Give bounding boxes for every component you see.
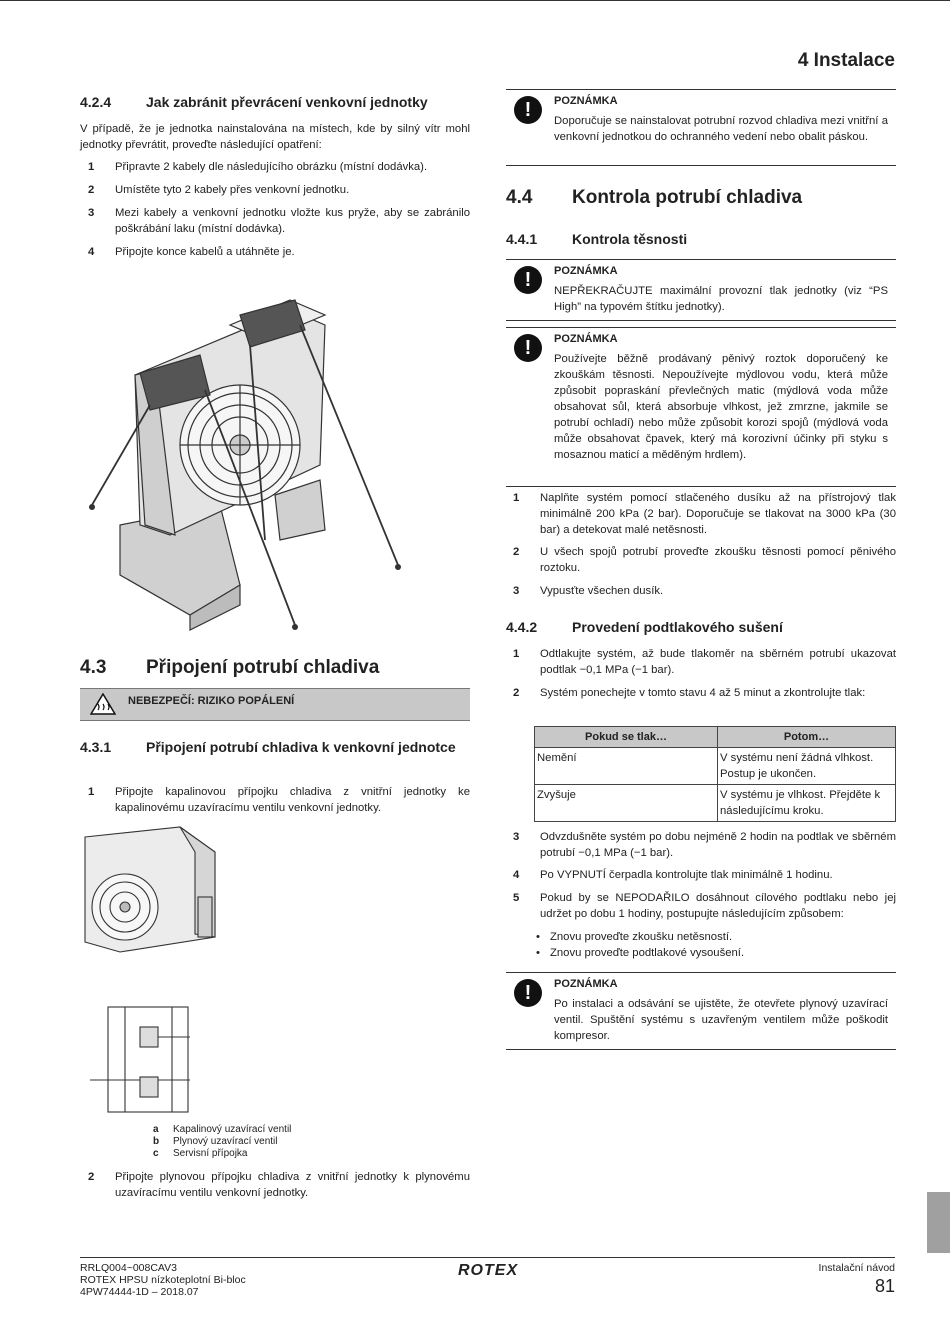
footer-divider [80,1257,895,1258]
exclamation-icon: ! [514,979,542,1007]
table-row: Zvyšuje V systému je vlhkost. Přejděte k následujícímu kroku. [535,785,896,822]
section-4-2-4-intro: V případě, že je jednotka nainstalována na místech, kde by silný vítr mohl jednotky převrátit, proveďte následující opatření: [80,123,470,151]
list-item: 4 Po VYPNUTÍ čerpadla kontrolujte tlak minimálně 1 hodinu. [513,869,833,881]
valve-illustration [80,822,280,1122]
list-item: 2 Umístěte tyto 2 kabely přes venkovní jednotku. [88,184,350,196]
header-divider [0,0,950,1]
section-4-4-1-heading: 4.4.1 Kontrola těsnosti [506,231,688,247]
list-item: 1 Připojte kapalinovou přípojku chladiva z vnitřní jednotky ke kapalinovému uzavíracímu ventilu venkovní jednotky. [88,786,470,814]
note-box: ! POZNÁMKA NEPŘEKRAČUJTE maximální provozní tlak jednotky (viz “PS High” na typovém štítku jednotky). [506,259,896,321]
chapter-side-tab [927,1192,950,1253]
section-4-3-1-heading: 4.3.1 Připojení potrubí chladiva k venkovní jednotce [80,739,456,755]
list-item: 1 Naplňte systém pomocí stlačeného dusíku až na přístrojový tlak minimálně 200 kPa (2 bar). Doporučuje se tlakovat na 3000 kPa (30 bar) a detekovat malé netěsnosti. [513,492,896,536]
section-4-2-4-heading: 4.2.4 Jak zabránit převrácení venkovní jednotky [80,94,428,110]
list-item: 5 Pokud by se NEPODAŘILO dosáhnout cílového podtlaku nebo jej udržet po dobu 1 hodiny, postupujte následujícím způsobem: [513,892,896,920]
exclamation-icon: ! [514,266,542,294]
section-4-3-heading: 4.3 Připojení potrubí chladiva [80,657,380,678]
danger-box [80,688,470,721]
legend-item: c Servisní přípojka [153,1148,248,1159]
exclamation-icon: ! [514,334,542,362]
list-item: 3 Odvzdušněte systém po dobu nejméně 2 hodin na podtlak ve sběrném potrubí −0,1 MPa (−1 bar). [513,831,896,859]
list-item: 3 Vypusťte všechen dusík. [513,585,664,597]
tie-down-illustration [80,285,440,645]
list-item: 3 Mezi kabely a venkovní jednotku vložte kus pryže, aby se zabránilo poškrábání laku (místní dodávka). [88,207,470,235]
legend-item: b Plynový uzavírací ventil [153,1136,278,1147]
table-header-row: Pokud se tlak… Potom… [535,727,896,748]
pressure-table [534,726,896,822]
list-item: 1 Odtlakujte systém, až bude tlakoměr na sběrném potrubí ukazovat podtlak −0,1 MPa (−1 bar). [513,648,896,676]
list-item: 4 Připojte konce kabelů a utáhněte je. [88,246,295,258]
chapter-title: 4 Instalace [797,50,895,71]
rotex-logo: ROTEX [458,1262,519,1279]
valve-legend [153,1124,291,1160]
exclamation-icon: ! [514,96,542,124]
legend-item: a Kapalinový uzavírací ventil [153,1124,292,1135]
page-number: 81 [874,1276,895,1296]
list-item: 1 Připravte 2 kabely dle následujícího obrázku (místní dodávka). [88,161,428,173]
list-item: 2 Připojte plynovou přípojku chladiva z vnitřní jednotky k plynovému uzavíracímu ventilu venkovní jednotky. [88,1171,470,1199]
note-box: ! POZNÁMKA Používejte běžně prodávaný pěnivý roztok doporučený ke zkouškám těsnosti. Nepoužívejte mýdlovou vodu, která může způsobit popraskání převlečných matic (mýdlová voda může obsahovat sůl, která absorbuje vlhkost, jež zmrzne, jakmile se potrubí ochladí) nebo může způsobit korozi spojů (mýdlová voda může obsahovat čpavek, který má korozivní účinky při styku s mosaznou maticí a měděným hrdlem). [506,327,896,487]
note-box: ! POZNÁMKA Doporučuje se nainstalovat potrubní rozvod chladiva mezi vnitřní a venkovní jednotkou do ochranného vedení nebo obalit páskou. [506,89,896,166]
bullet-item: • Znovu proveďte podtlakové vysoušení. [536,947,745,959]
table-row: Nemění V systému není žádná vlhkost. Postup je ukončen. [535,748,896,785]
section-4-4-2-heading: 4.4.2 Provedení podtlakového sušení [506,619,783,635]
footer-left: RRLQ004~008CAV3 ROTEX HPSU nízkoteplotní Bi-bloc 4PW74444-1D – 2018.07 [80,1262,246,1298]
footer-manual: Instalační návod [818,1262,895,1274]
list-item: 2 U všech spojů potrubí proveďte zkoušku těsnosti pomocí pěnivého roztoku. [513,546,896,574]
note-box: ! POZNÁMKA Po instalaci a odsávání se ujistěte, že otevřete plynový uzavírací ventil. Spuštění systému s uzavřeným ventilem může poškodit kompresor. [506,972,896,1050]
bullet-item: • Znovu proveďte zkoušku netěsností. [536,931,733,943]
hot-surface-warning-icon [90,693,116,715]
list-item: 2 Systém ponechejte v tomto stavu 4 až 5 minut a zkontrolujte tlak: [513,687,866,699]
danger-label: NEBEZPEČÍ: RIZIKO POPÁLENÍ [128,695,295,707]
section-4-4-heading: 4.4 Kontrola potrubí chladiva [506,187,803,208]
